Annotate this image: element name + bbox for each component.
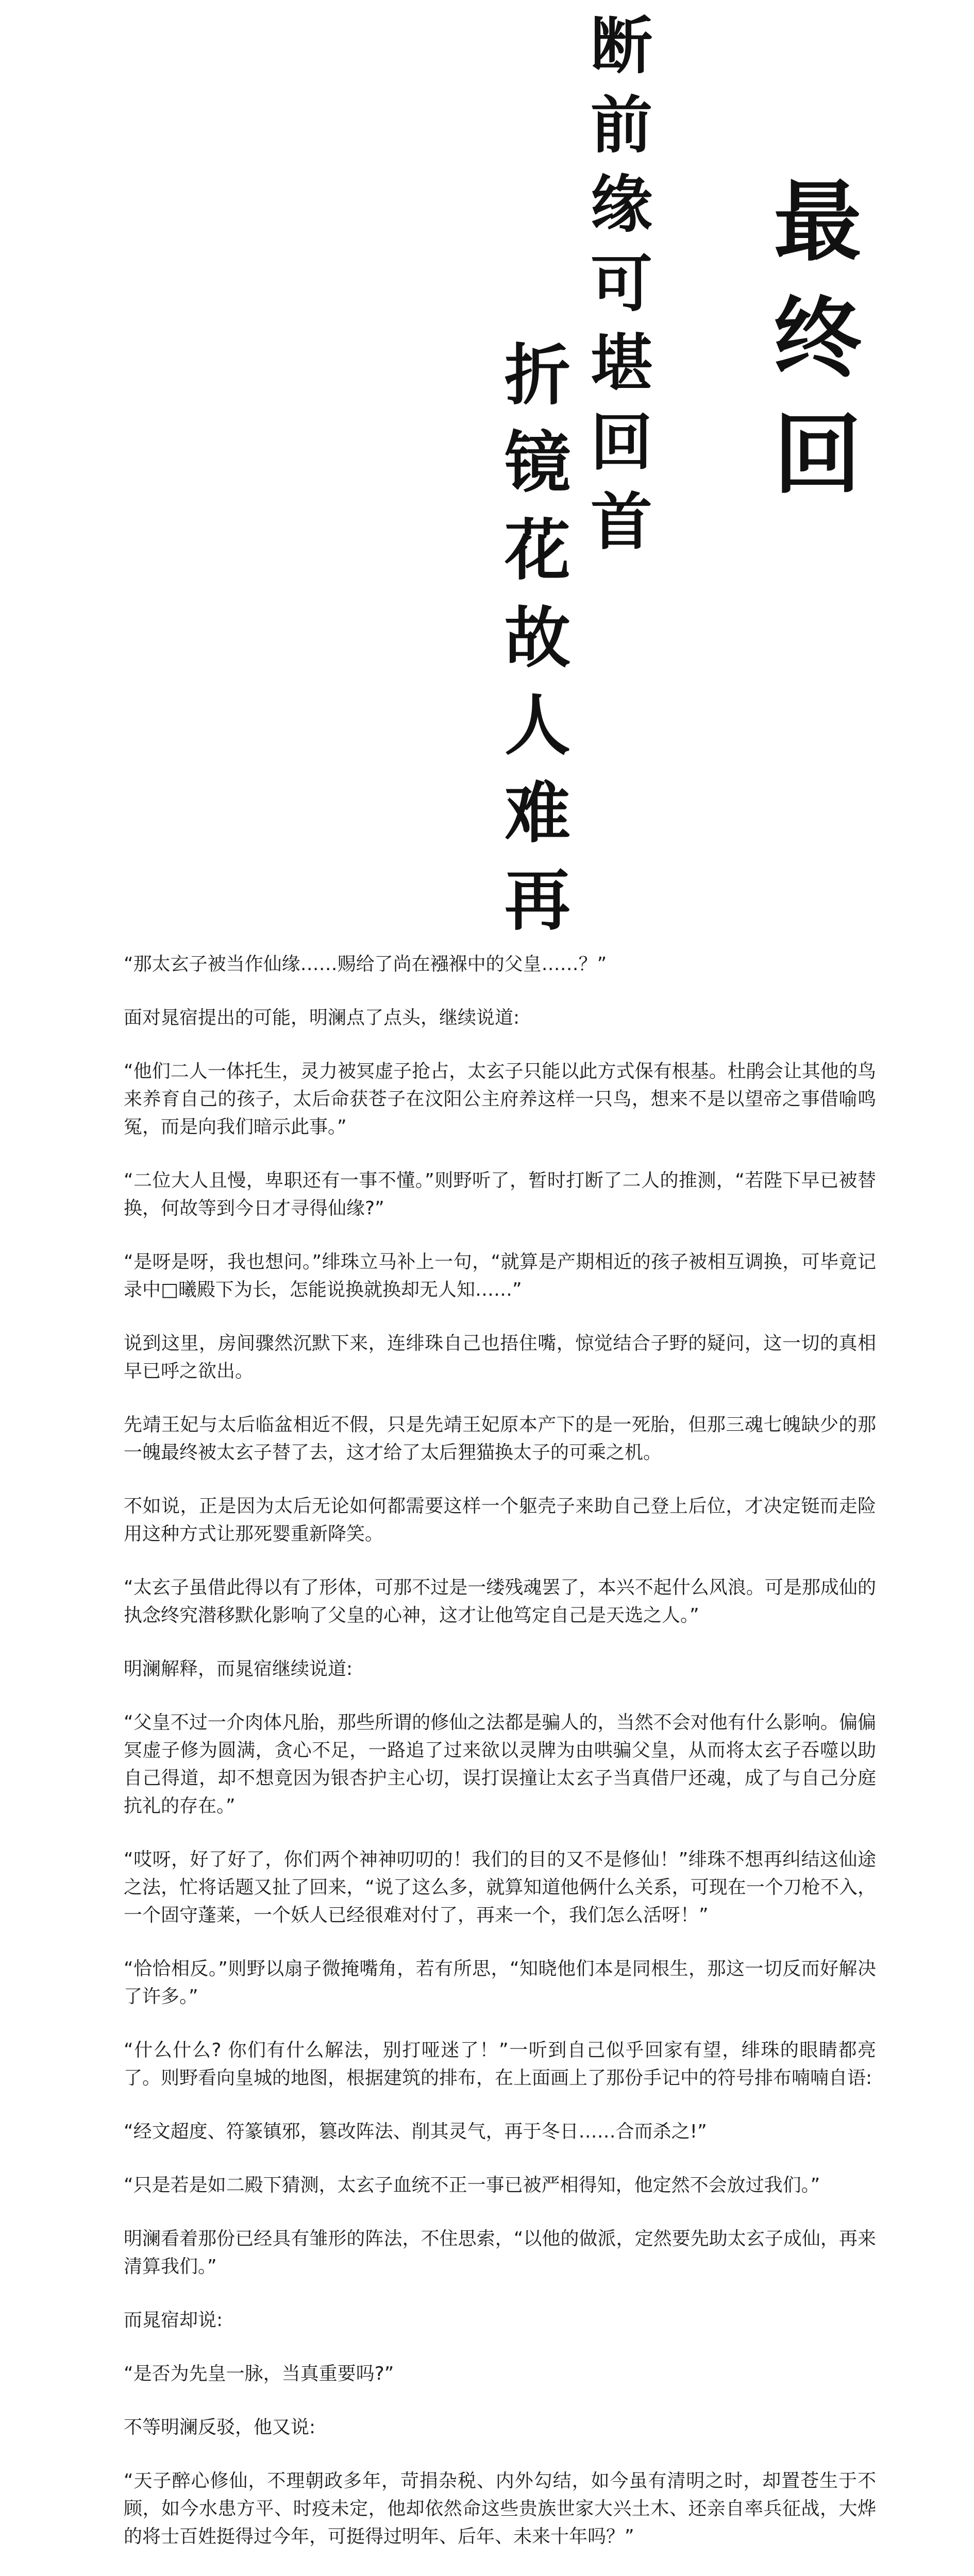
paragraph: 不等明澜反驳，他又说: (124, 2417, 316, 2438)
paragraph: 而晁宿却说: (124, 2310, 223, 2331)
paragraph: “二位大人且慢，卑职还有一事不懂。”则野听了，暂时打断了二人的推测，“若陛下早已被替换，何故等到今日才寻得仙缘?” (124, 1170, 876, 1219)
paragraph: “太玄子虽借此得以有了形体，可那不过是一缕残魂罢了，本兴不起什么风浪。可是那成仙的执念终究潜移默化影响了父皇的心神，这才让他笃定自己是天选之人。” (124, 1577, 876, 1626)
paragraph: “经文超度、符篆镇邪，篡改阵法、削其灵气，再于冬日……合而杀之!” (124, 2121, 707, 2142)
paragraph: 明澜看着那份已经具有雏形的阵法，不住思索，“以他的做派，定然要先助太玄子成仙，再来清算我们。” (124, 2228, 876, 2277)
story-body (124, 951, 876, 2576)
paragraph: “是呀是呀，我也想问。”绯珠立马补上一句，“就算是产期相近的孩子被相互调换，可毕竟记录中□曦殿下为长，怎能说换就换却无人知……” (124, 1251, 876, 1300)
title-line-2: 折镜花故人难再 (493, 340, 570, 953)
paragraph: 不如说，正是因为太后无论如何都需要这样一个躯壳子来助自己登上后位，才决定铤而走险用这种方式让那死婴重新降笑。 (124, 1496, 876, 1545)
paragraph: “什么什么? 你们有什么解法，别打哑迷了！”一听到自己似乎回家有望，绯珠的眼睛都亮了。则野看向皇城的地图，根据建筑的排布，在上面画上了那份手记中的符号排布喃喃自语: (124, 2040, 876, 2089)
title-line-1: 断前缘可堪回首 (580, 13, 653, 568)
paragraph: 先靖王妃与太后临盆相近不假，只是先靖王妃原本产下的是一死胎，但那三魂七魄缺少的那一魄最终被太玄子替了去，这才给了太后狸猫换太子的可乘之机。 (124, 1414, 876, 1463)
paragraph: “他们二人一体托生，灵力被冥虚子抢占，太玄子只能以此方式保有根基。杜鹃会让其他的鸟来养育自己的孩子，太后命获苍子在汶阳公主府养这样一只鸟，想来不是以望帝之事借喻鸣冤，而是向我们暗示此事。” (124, 1061, 876, 1138)
chapter-title: 最终回 (759, 175, 862, 524)
paragraph: “只是若是如二殿下猜测，太玄子血统不正一事已被严相得知，他定然不会放过我们。” (124, 2175, 820, 2196)
paragraph: “恰恰相反。”则野以扇子微掩嘴角，若有所思，“知晓他们本是同根生，那这一切反而好解决了许多。” (124, 1958, 876, 2007)
paragraph: “天子醉心修仙，不理朝政多年，苛捐杂税、内外勾结，如今虽有清明之时，却置苍生于不顾，如今水患方平、时疫未定，他却依然命这些贵族世家大兴土木、还亲自率兵征战，大烨的将士百姓挺得过今年，可挺得过明年、后年、未来十年吗？” (124, 2470, 876, 2547)
paragraph: 明澜解释，而晁宿继续说道: (124, 1658, 353, 1680)
paragraph: “父皇不过一介肉体凡胎，那些所谓的修仙之法都是骗人的，当然不会对他有什么影响。偏偏冥虚子修为圆满，贪心不足，一路追了过来欲以灵牌为由哄骗父皇，从而将太玄子吞噬以助自己得道，却不想竟因为银杏护主心切，误打误撞让太玄子当真借尸还魂，成了与自己分庭抗礼的存在。” (124, 1712, 876, 1817)
paragraph: “是否为先皇一脉，当真重要吗?” (124, 2363, 394, 2384)
paragraph: 说到这里，房间骤然沉默下来，连绯珠自己也捂住嘴，惊觉结合子野的疑问，这一切的真相早已呼之欲出。 (124, 1333, 876, 1382)
paragraph: “那太玄子被当作仙缘……赐给了尚在襁褓中的父皇……？” (124, 954, 607, 975)
paragraph: “哎呀，好了好了，你们两个神神叨叨的！我们的目的又不是修仙！”绯珠不想再纠结这仙途之法，忙将话题又扯了回来，“说了这么多，就算知道他俩什么关系，可现在一个刀枪不入，一个固守蓬莱，一个妖人已经很难对付了，再来一个，我们怎么活呀！” (124, 1849, 876, 1926)
paragraph: 面对晁宿提出的可能，明澜点了点头，继续说道: (124, 1007, 520, 1028)
